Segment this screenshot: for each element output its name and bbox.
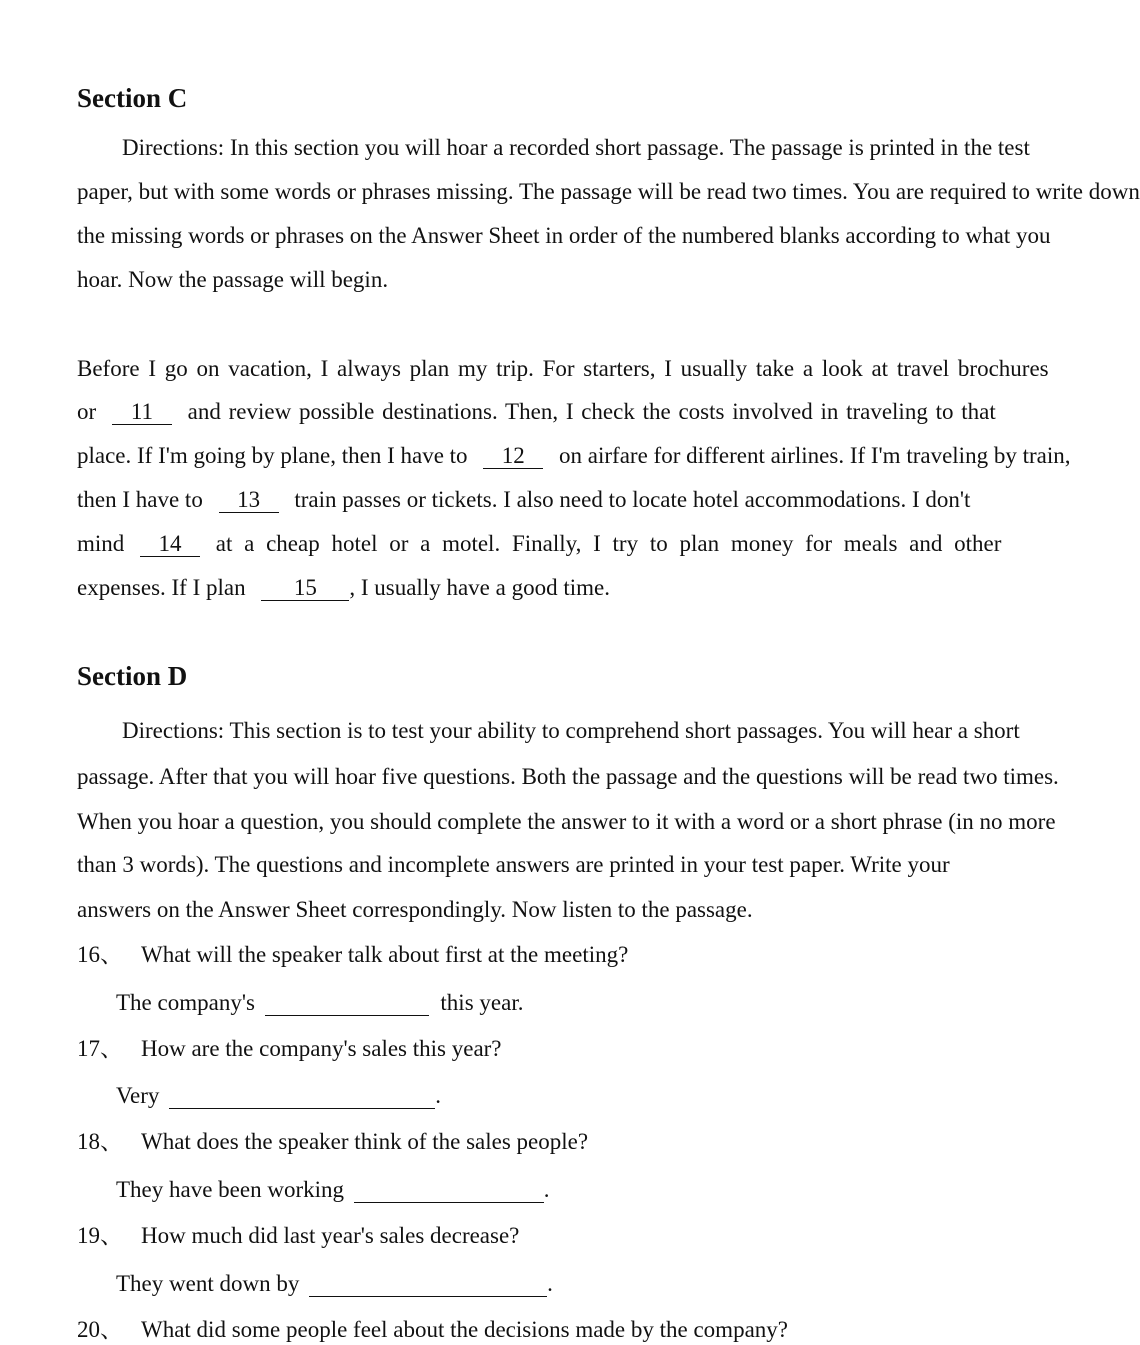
section-d-directions-line-5: answers on the Answer Sheet correspondingly. Now listen to the passage. bbox=[77, 897, 753, 922]
answer-blank-17[interactable] bbox=[169, 1084, 435, 1109]
question-number: 19、 bbox=[77, 1223, 123, 1248]
passage-line-4 bbox=[77, 488, 970, 513]
question-number: 18、 bbox=[77, 1129, 123, 1154]
answer-17 bbox=[116, 1084, 441, 1109]
passage-line-1 bbox=[77, 357, 1049, 380]
section-c-directions-line-4: hoar. Now the passage will begin. bbox=[77, 267, 389, 292]
passage-text: then I have to bbox=[77, 487, 203, 512]
question-number: 20、 bbox=[77, 1317, 123, 1342]
blank-14[interactable]: 14 bbox=[140, 532, 200, 557]
question-text: What will the speaker talk about first at the meeting? bbox=[141, 942, 629, 967]
passage-line-5 bbox=[77, 532, 1001, 557]
passage-text: Before I go on vacation, I always plan my trip. For starters, I usually take a look at travel brochures bbox=[77, 356, 1049, 381]
answer-prefix: The company's bbox=[116, 990, 255, 1015]
section-d-directions-line-4: than 3 words). The questions and incomplete answers are printed in your test paper. Write your bbox=[77, 852, 950, 877]
section-c-directions-line-3: the missing words or phrases on the Answer Sheet in order of the numbered blanks according to what you bbox=[77, 223, 1051, 248]
passage-line-3 bbox=[77, 444, 1070, 469]
blank-12[interactable]: 12 bbox=[483, 444, 543, 469]
section-c-title: Section C bbox=[77, 83, 188, 113]
blank-11[interactable]: 11 bbox=[112, 400, 172, 425]
question-20 bbox=[77, 1318, 788, 1341]
blank-13[interactable]: 13 bbox=[219, 488, 279, 513]
answer-18 bbox=[116, 1178, 550, 1203]
answer-suffix: this year. bbox=[440, 990, 524, 1015]
question-16 bbox=[77, 943, 628, 966]
blank-15[interactable]: 15 bbox=[261, 576, 349, 601]
answer-blank-18[interactable] bbox=[354, 1178, 544, 1203]
passage-text: on airfare for different airlines. If I'm traveling by train, bbox=[559, 443, 1071, 468]
answer-suffix: . bbox=[435, 1083, 441, 1108]
passage-text: train passes or tickets. I also need to locate hotel accommodations. I don't bbox=[294, 487, 971, 512]
answer-suffix: . bbox=[547, 1271, 553, 1296]
answer-19 bbox=[116, 1272, 553, 1297]
question-text: How are the company's sales this year? bbox=[141, 1036, 502, 1061]
answer-16 bbox=[116, 991, 523, 1016]
passage-line-6 bbox=[77, 576, 610, 601]
answer-suffix: . bbox=[543, 1177, 550, 1202]
passage-text: and review possible destinations. Then, I check the costs involved in traveling to that bbox=[187, 399, 996, 424]
answer-blank-16[interactable] bbox=[265, 991, 429, 1016]
question-text: How much did last year's sales decrease? bbox=[141, 1223, 520, 1248]
question-text: What does the speaker think of the sales people? bbox=[141, 1129, 589, 1154]
section-c-directions-line-1: Directions: In this section you will hoar a recorded short passage. The passage is printed in the test bbox=[122, 135, 1030, 160]
answer-prefix: Very bbox=[116, 1083, 160, 1108]
answer-prefix: They went down by bbox=[116, 1271, 300, 1296]
answer-prefix: They have been working bbox=[116, 1177, 345, 1202]
question-text: What did some people feel about the decisions made by the company? bbox=[141, 1317, 788, 1342]
section-d-title: Section D bbox=[77, 661, 188, 691]
passage-text: mind bbox=[77, 531, 125, 556]
passage-text: or bbox=[77, 399, 97, 424]
passage-text: expenses. If I plan bbox=[77, 575, 246, 600]
question-number: 16、 bbox=[77, 942, 123, 967]
section-d-directions-line-3: When you hoar a question, you should complete the answer to it with a word or a short phrase (in no more bbox=[77, 809, 1056, 834]
answer-blank-19[interactable] bbox=[309, 1272, 547, 1297]
section-d-directions-line-1: Directions: This section is to test your ability to comprehend short passages. You will hear a short bbox=[122, 718, 1020, 743]
question-19 bbox=[77, 1224, 519, 1247]
question-17 bbox=[77, 1037, 502, 1060]
passage-text: place. If I'm going by plane, then I have to bbox=[77, 443, 468, 468]
passage-line-2 bbox=[77, 400, 996, 425]
question-18 bbox=[77, 1130, 588, 1153]
section-d-directions-line-2: passage. After that you will hoar five questions. Both the passage and the questions will be read two times. bbox=[77, 764, 1059, 789]
section-c-directions-line-2: paper, but with some words or phrases missing. The passage will be read two times. You are required to write down bbox=[77, 179, 1140, 204]
question-number: 17、 bbox=[77, 1036, 123, 1061]
passage-text: , I usually have a good time. bbox=[349, 575, 610, 600]
passage-text: at a cheap hotel or a motel. Finally, I try to plan money for meals and other bbox=[215, 531, 1002, 556]
